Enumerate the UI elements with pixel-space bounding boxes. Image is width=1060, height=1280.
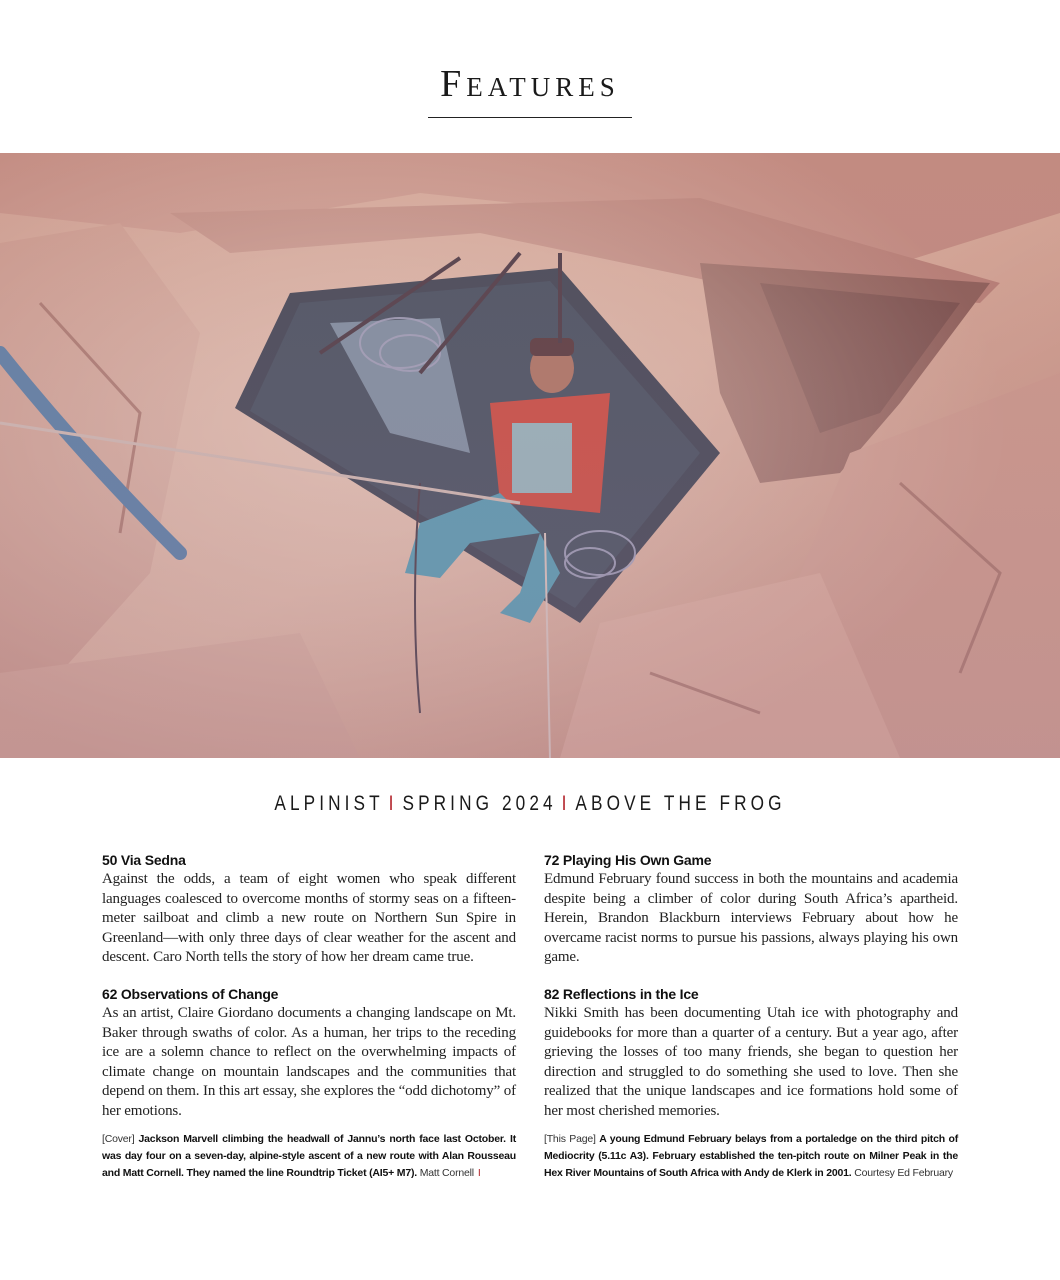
right-column	[544, 852, 958, 1140]
issue-line	[95, 792, 964, 816]
this-page-caption	[544, 1131, 958, 1182]
article-body: As an artist, Claire Giordano documents a changing landscape on Mt. Baker through swaths of color. As a human, her trips to the receding ice are a solemn chance to reflect on the overwhelming impacts of climate change on mountain landscapes and the communities that depend on them. In this art essay, she explores the “odd dichotomy” of her emotions.	[102, 1004, 516, 1119]
portaledge-photo	[0, 153, 1060, 758]
photo-credit: Courtesy Ed February	[854, 1167, 953, 1179]
article-heading[interactable]: 82 Reflections in the Ice	[544, 985, 699, 1002]
issue-date: SPRING 2024	[402, 792, 557, 815]
article-body: Edmund February found success in both the mountains and academia despite being a climber of color during South Africa’s apartheid. Herein, Brandon Blackburn interviews February about how he overcame racist norms to pursue his passions, always playing his own game.	[544, 871, 958, 966]
page-title: Features	[440, 63, 620, 105]
caption-tag: [This Page]	[544, 1133, 596, 1145]
article-body: Against the odds, a team of eight women who speak different languages coalesced to overcome months of stormy seas on a fifteen-meter sailboat and climb a new route on Northern Sun Spire in Greenland—with only three days of clear weather for the ascent and descent. Caro North tells the story of how her dream came true.	[102, 871, 516, 966]
article-heading[interactable]: 72 Playing His Own Game	[544, 852, 712, 868]
article-body: Nikki Smith has been documenting Utah ice with photography and guidebooks for more than a quarter of a century. But a year ago, after grieving the losses of too many friends, she began to question her direction and struggled to do something she used to love. Then she realized that the unique landscapes and ice formations hold some of her most cherished memories.	[544, 1004, 958, 1119]
left-column	[102, 852, 516, 1140]
article-heading[interactable]: 50 Via Sedna	[102, 852, 186, 868]
article	[102, 986, 516, 1122]
article	[544, 852, 958, 968]
feature-photo	[0, 153, 1060, 758]
caption-text: Jackson Marvell climbing the headwall of Jannu’s north face last October. It was day four on a seven-day, alpine-style ascent of a new route with Alan Rousseau and Matt Cornell. They named the line Roundtrip Ticket (AI5+ M7).	[102, 1133, 516, 1179]
caption-end-bar: I	[477, 1167, 481, 1179]
article-heading[interactable]: 62 Observations of Change	[102, 985, 279, 1002]
title-underline	[428, 117, 632, 118]
article	[544, 986, 958, 1122]
cover-caption	[102, 1131, 516, 1182]
caption-text: A young Edmund February belays from a portaledge on the third pitch of Mediocrity (5.11c A3). February established the ten-pitch route on Milner Peak in the Hex River Mountains of South Africa with Andy de Klerk in 2001.	[544, 1133, 958, 1179]
magazine-name: ALPINIST	[274, 792, 384, 815]
photo-credit: Matt Cornell	[419, 1167, 474, 1179]
caption-tag: [Cover]	[102, 1133, 135, 1145]
issue-separator: I	[388, 792, 398, 815]
issue-separator: I	[561, 792, 571, 815]
article	[102, 852, 516, 968]
section-name: ABOVE THE FROG	[575, 792, 786, 815]
